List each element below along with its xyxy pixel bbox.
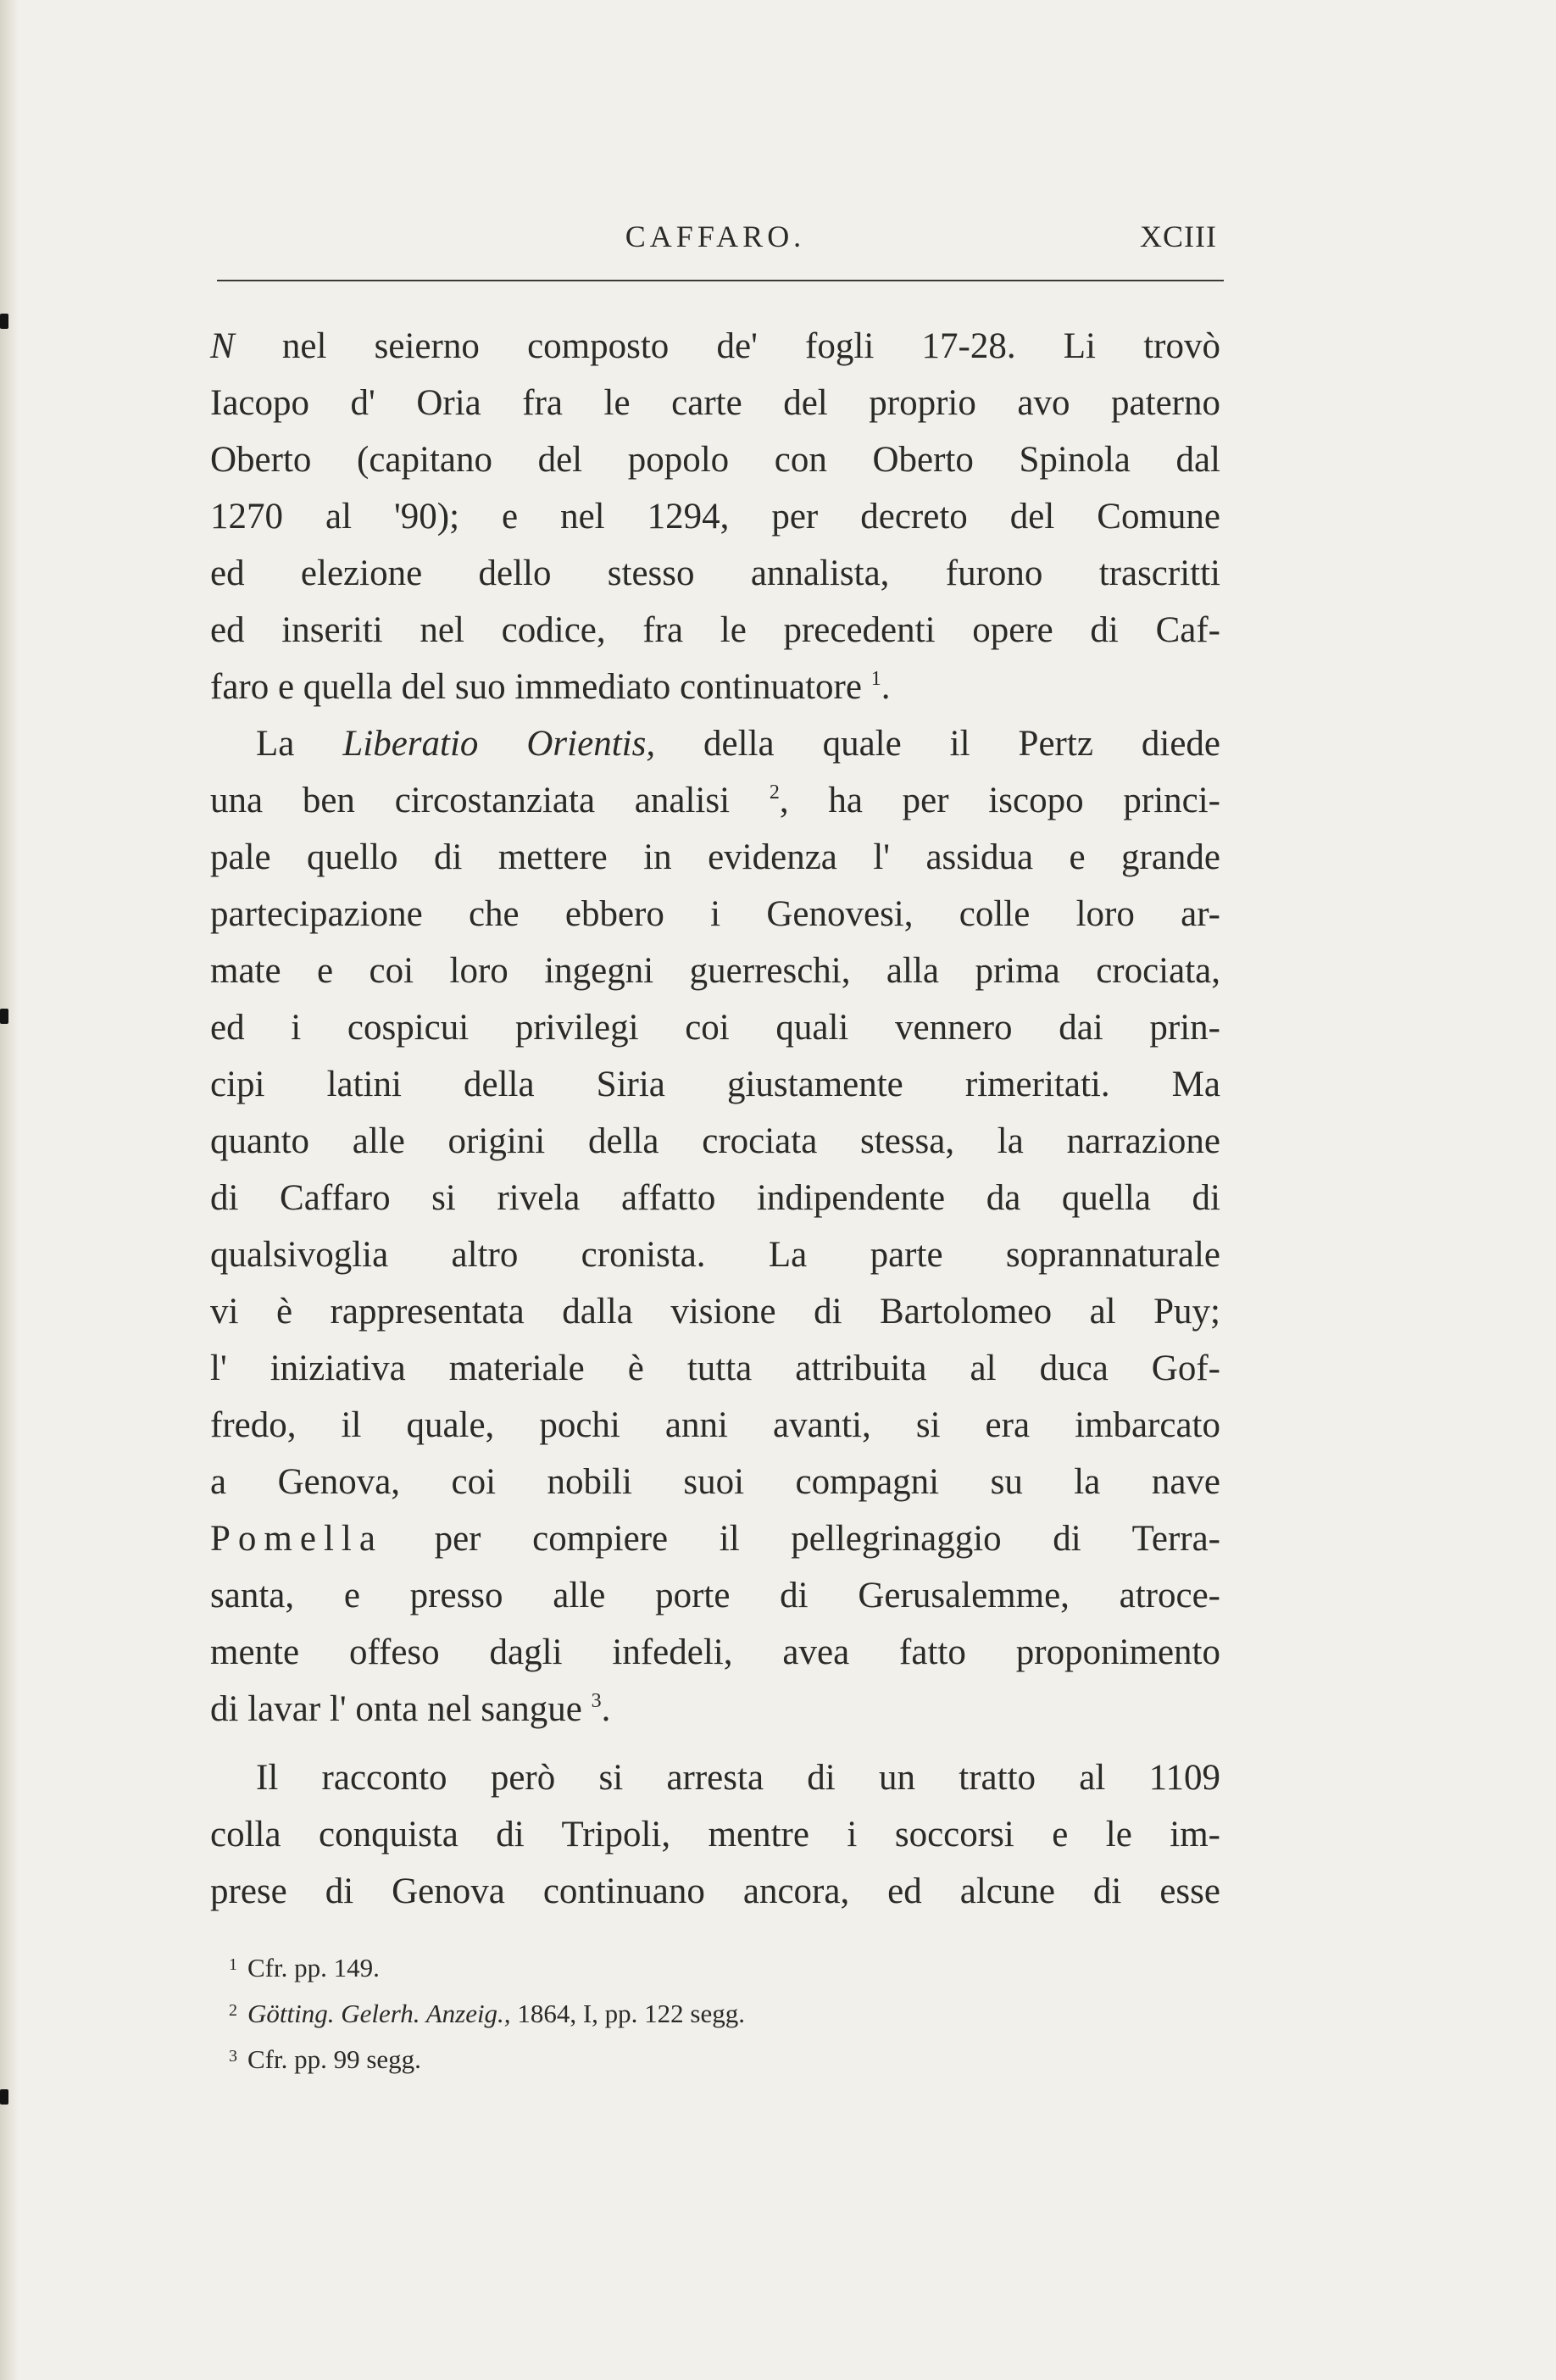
running-title: CAFFARO.	[625, 220, 806, 253]
text-span: una ben circostanziata analisi	[210, 781, 770, 820]
binding-stitch-mark	[0, 314, 8, 329]
header-rule	[217, 280, 1224, 281]
footnote-mark: 2	[229, 2001, 237, 2020]
text-line: 1270 al '90); e nel 1294, per decreto del Comune	[210, 497, 1220, 537]
text-line: santa, e presso alle porte di Gerusalemme, atroce-	[210, 1576, 1220, 1615]
footnote-text: Cfr. pp. 99 segg.	[247, 2044, 421, 2074]
text-span: .	[601, 1689, 611, 1729]
running-head	[210, 219, 1220, 261]
text-span: La	[256, 724, 343, 764]
text-line: ed i cospicui privilegi coi quali vennero dai prin-	[210, 1008, 1220, 1048]
footnote-ref: 1	[870, 668, 881, 690]
text-line: ed inseriti nel codice, fra le precedenti opere di Caf-	[210, 610, 1220, 650]
text-line: fredo, il quale, pochi anni avanti, si era imbarcato	[210, 1405, 1220, 1445]
paragraph-gap	[210, 1738, 1220, 1749]
text-line	[210, 318, 1220, 375]
text-span: della quale il Pertz diede	[655, 724, 1220, 764]
text-line: prese di Genova continuano ancora, ed alcune di esse	[210, 1871, 1220, 1911]
footnotes	[210, 1943, 1220, 2081]
text-line: cipi latini della Siria giustamente rimeritati. Ma	[210, 1065, 1220, 1104]
binding-edge	[0, 0, 19, 2380]
footnote-ref: 2	[769, 781, 780, 804]
text-line: Oberto (capitano del popolo con Oberto Spinola dal	[210, 440, 1220, 480]
text-line	[210, 1681, 1220, 1738]
text-line: quanto alle origini della crociata stessa, la narrazione	[210, 1121, 1220, 1161]
footnote	[210, 2035, 1220, 2081]
text-line: Il racconto però si arresta di un tratto al 1109	[256, 1758, 1220, 1798]
body-text	[210, 318, 1220, 1920]
text-line	[210, 659, 1220, 715]
text-line: Iacopo d' Oria fra le carte del proprio avo paterno	[210, 383, 1220, 423]
text-line	[210, 715, 1220, 772]
text-span: , ha per iscopo princi-	[779, 781, 1220, 820]
text-line	[210, 1510, 1220, 1567]
binding-stitch-mark	[0, 1009, 8, 1024]
footnote	[210, 1943, 1220, 1989]
italic-text: N	[210, 326, 235, 366]
text-line: vi è rappresentata dalla visione di Bartolomeo al Puy;	[210, 1292, 1220, 1332]
ship-name: Pomella	[210, 1519, 383, 1559]
footnote-italic-text: Götting. Gelerh. Anzeig.,	[247, 1999, 511, 2028]
text-span: per compiere il pellegrinaggio di Terra-	[382, 1519, 1220, 1559]
footnote-mark: 1	[229, 1955, 237, 1974]
text-span: .	[881, 667, 891, 707]
footnote-ref: 3	[591, 1690, 602, 1712]
text-span: di lavar l' onta nel sangue	[210, 1689, 592, 1729]
binding-stitch-mark	[0, 2089, 8, 2105]
text-line: mente offeso dagli infedeli, avea fatto proponimento	[210, 1632, 1220, 1672]
page-number: XCIII	[1140, 220, 1217, 253]
text-line: qualsivoglia altro cronista. La parte soprannaturale	[210, 1235, 1220, 1275]
text-span: faro e quella del suo immediato continuatore	[210, 667, 871, 707]
text-line: pale quello di mettere in evidenza l' assidua e grande	[210, 837, 1220, 877]
text-line: ed elezione dello stesso annalista, furono trascritti	[210, 553, 1220, 593]
text-line: a Genova, coi nobili suoi compagni su la nave	[210, 1462, 1220, 1502]
text-line: mate e coi loro ingegni guerreschi, alla prima crociata,	[210, 951, 1220, 991]
text-line: partecipazione che ebbero i Genovesi, colle loro ar-	[210, 894, 1220, 934]
footnote-text: Cfr. pp. 149.	[247, 1953, 380, 1982]
text-span: nel seierno composto de' fogli 17-28. Li trovò	[234, 326, 1220, 366]
footnote	[210, 1989, 1220, 2035]
text-line	[210, 772, 1220, 829]
italic-text: Liberatio Orientis,	[342, 724, 656, 764]
footnote-mark: 3	[229, 2047, 237, 2066]
text-line: colla conquista di Tripoli, mentre i soccorsi e le im-	[210, 1815, 1220, 1855]
text-line: l' iniziativa materiale è tutta attribuita al duca Gof-	[210, 1348, 1220, 1388]
text-line: di Caffaro si rivela affatto indipendente da quella di	[210, 1178, 1220, 1218]
footnote-text: 1864, I, pp. 122 segg.	[510, 1999, 745, 2028]
